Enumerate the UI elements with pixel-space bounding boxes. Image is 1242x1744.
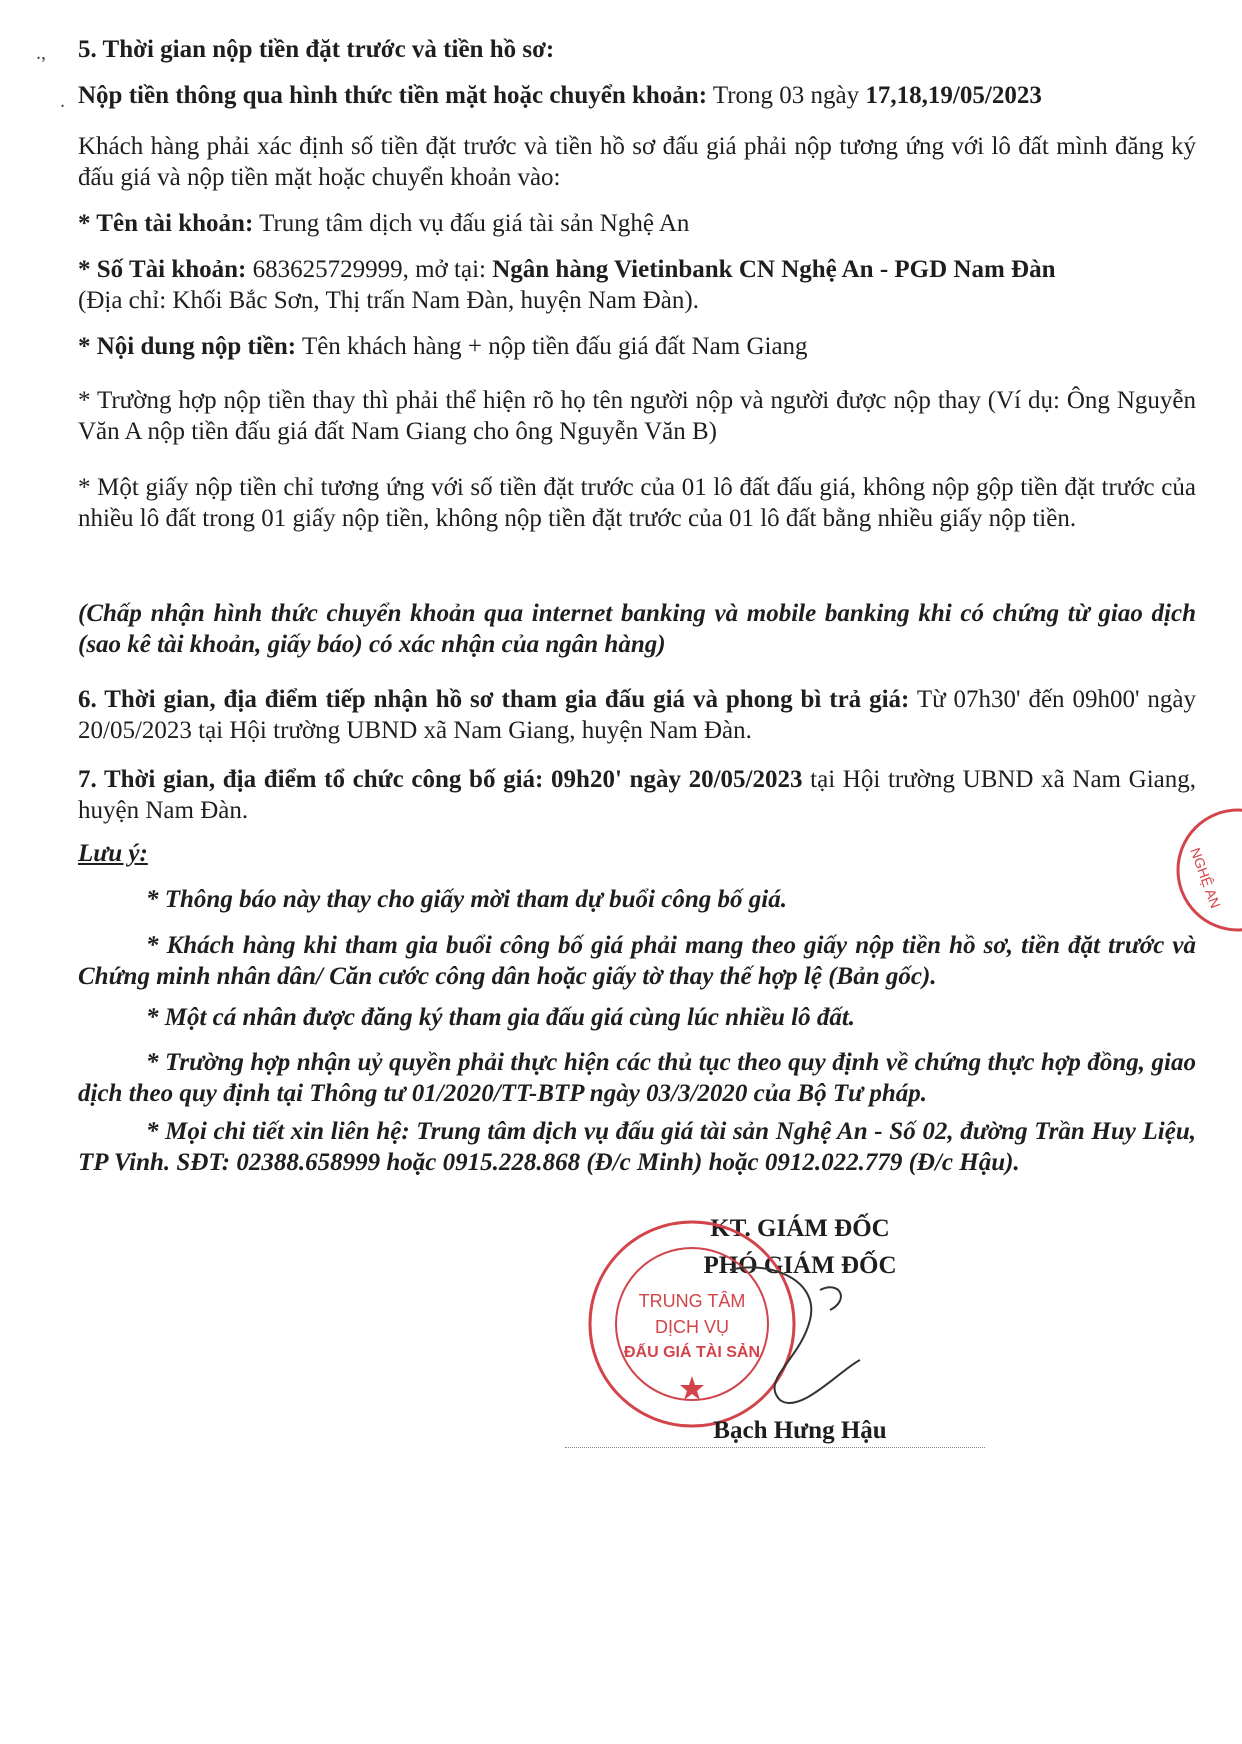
- signature-line: [565, 1447, 985, 1448]
- signature-title-2: PHÓ GIÁM ĐỐC: [703, 1252, 897, 1279]
- account-name-label: * Tên tài khoản:: [78, 210, 254, 237]
- edge-stamp-text: NGHỆ AN: [1187, 845, 1224, 911]
- account-number-line: [78, 254, 1196, 316]
- scan-mark: .: [60, 90, 65, 112]
- section6-text: Từ 07h30' đến 09h00' ngày 20/05/2023 tại Hội trường UBND xã Nam Giang, huyện Nam Đàn.: [78, 686, 1196, 744]
- section6-heading: 6. Thời gian, địa điểm tiếp nhận hồ sơ tham gia đấu giá và phong bì trả giá:: [78, 686, 910, 713]
- payment-method-line: [78, 80, 1196, 111]
- payment-content-line: [78, 331, 1196, 362]
- signer-name: Bạch Hưng Hậu: [713, 1417, 887, 1444]
- stamp-line-3: ĐẤU GIÁ TÀI SẢN: [624, 1344, 760, 1361]
- account-number-value: 683625729999, mở tại:: [252, 256, 486, 283]
- stamp-line-2: DỊCH VỤ: [654, 1317, 729, 1337]
- account-name-line: [78, 208, 1196, 239]
- section7-text: tại Hội trường UBND xã Nam Giang, huyện Nam Đàn.: [78, 766, 1196, 824]
- note-internet-banking: (Chấp nhận hình thức chuyển khoản qua internet banking và mobile banking khi có chứng từ giao dịch (sao kê tài khoản, giấy báo) có xác nhận của ngân hàng): [78, 600, 1196, 658]
- payment-content-value: Tên khách hàng + nộp tiền đấu giá đất Nam Giang: [301, 333, 808, 360]
- note-item: * Thông báo này thay cho giấy mời tham dự buổi công bố giá.: [146, 886, 787, 913]
- note-item: * Một cá nhân được đăng ký tham gia đấu giá cùng lúc nhiều lô đất.: [146, 1004, 856, 1031]
- stamp-line-1: TRUNG TÂM: [638, 1291, 746, 1311]
- account-name-value: Trung tâm dịch vụ đấu giá tài sản Nghệ An: [259, 210, 690, 237]
- note-single-slip: * Một giấy nộp tiền chỉ tương ứng với số tiền đặt trước của 01 lô đất đấu giá, không nộp gộp tiền đặt trước của nhiều lô đất trong 01 giấy nộp tiền, không nộp tiền đặt trước của 01 lô đất bằng nhiều giấy nộp tiền.: [78, 474, 1196, 532]
- payment-method-label: Nộp tiền thông qua hình thức tiền mặt hoặc chuyển khoản:: [78, 82, 708, 109]
- bank-address: (Địa chỉ: Khối Bắc Sơn, Thị trấn Nam Đàn, huyện Nam Đàn).: [78, 287, 699, 314]
- section6: [78, 684, 1196, 746]
- section7-heading: 7. Thời gian, địa điểm tổ chức công bố giá: 09h20' ngày 20/05/2023: [78, 766, 803, 793]
- payment-content-label: * Nội dung nộp tiền:: [78, 333, 297, 360]
- payment-intro: Khách hàng phải xác định số tiền đặt trước và tiền hồ sơ đấu giá phải nộp tương ứng với lô đất mình đăng ký đấu giá và nộp tiền mặt hoặc chuyển khoản vào:: [78, 133, 1196, 191]
- payment-time-prefix: Trong 03 ngày: [712, 82, 860, 109]
- note-item: * Khách hàng khi tham gia buổi công bố giá phải mang theo giấy nộp tiền hồ sơ, tiền đặt trước và Chứng minh nhân dân/ Căn cước công dân hoặc giấy tờ thay thế hợp lệ (Bản gốc).: [78, 932, 1196, 990]
- note-proxy-payment: * Trường hợp nộp tiền thay thì phải thể hiện rõ họ tên người nộp và người được nộp thay (Ví dụ: Ông Nguyễn Văn A nộp tiền đấu giá đất Nam Giang cho ông Nguyễn Văn B): [78, 387, 1196, 445]
- scan-mark: .,: [36, 42, 46, 64]
- account-number-label: * Số Tài khoản:: [78, 256, 247, 283]
- section5-heading: 5. Thời gian nộp tiền đặt trước và tiền hồ sơ:: [78, 36, 555, 63]
- edge-stamp: [1128, 800, 1242, 940]
- note-item: * Trường hợp nhận uỷ quyền phải thực hiện các thủ tục theo quy định về chứng thực hợp đồng, giao dịch theo quy định tại Thông tư 01/2020/TT-BTP ngày 03/3/2020 của Bộ Tư pháp.: [78, 1049, 1196, 1107]
- notes-title: Lưu ý:: [78, 840, 148, 867]
- bank-name: Ngân hàng Vietinbank CN Nghệ An - PGD Nam Đàn: [492, 256, 1056, 283]
- section7: [78, 764, 1196, 826]
- handwritten-signature: [700, 1250, 880, 1420]
- signature-title-1: KT. GIÁM ĐỐC: [710, 1215, 890, 1242]
- note-item: * Mọi chi tiết xin liên hệ: Trung tâm dịch vụ đấu giá tài sản Nghệ An - Số 02, đường Trần Huy Liệu, TP Vinh. SĐT: 02388.658999 hoặc 0915.228.868 (Đ/c Minh) hoặc 0912.022.779 (Đ/c Hậu).: [78, 1118, 1196, 1176]
- payment-dates: 17,18,19/05/2023: [865, 82, 1042, 109]
